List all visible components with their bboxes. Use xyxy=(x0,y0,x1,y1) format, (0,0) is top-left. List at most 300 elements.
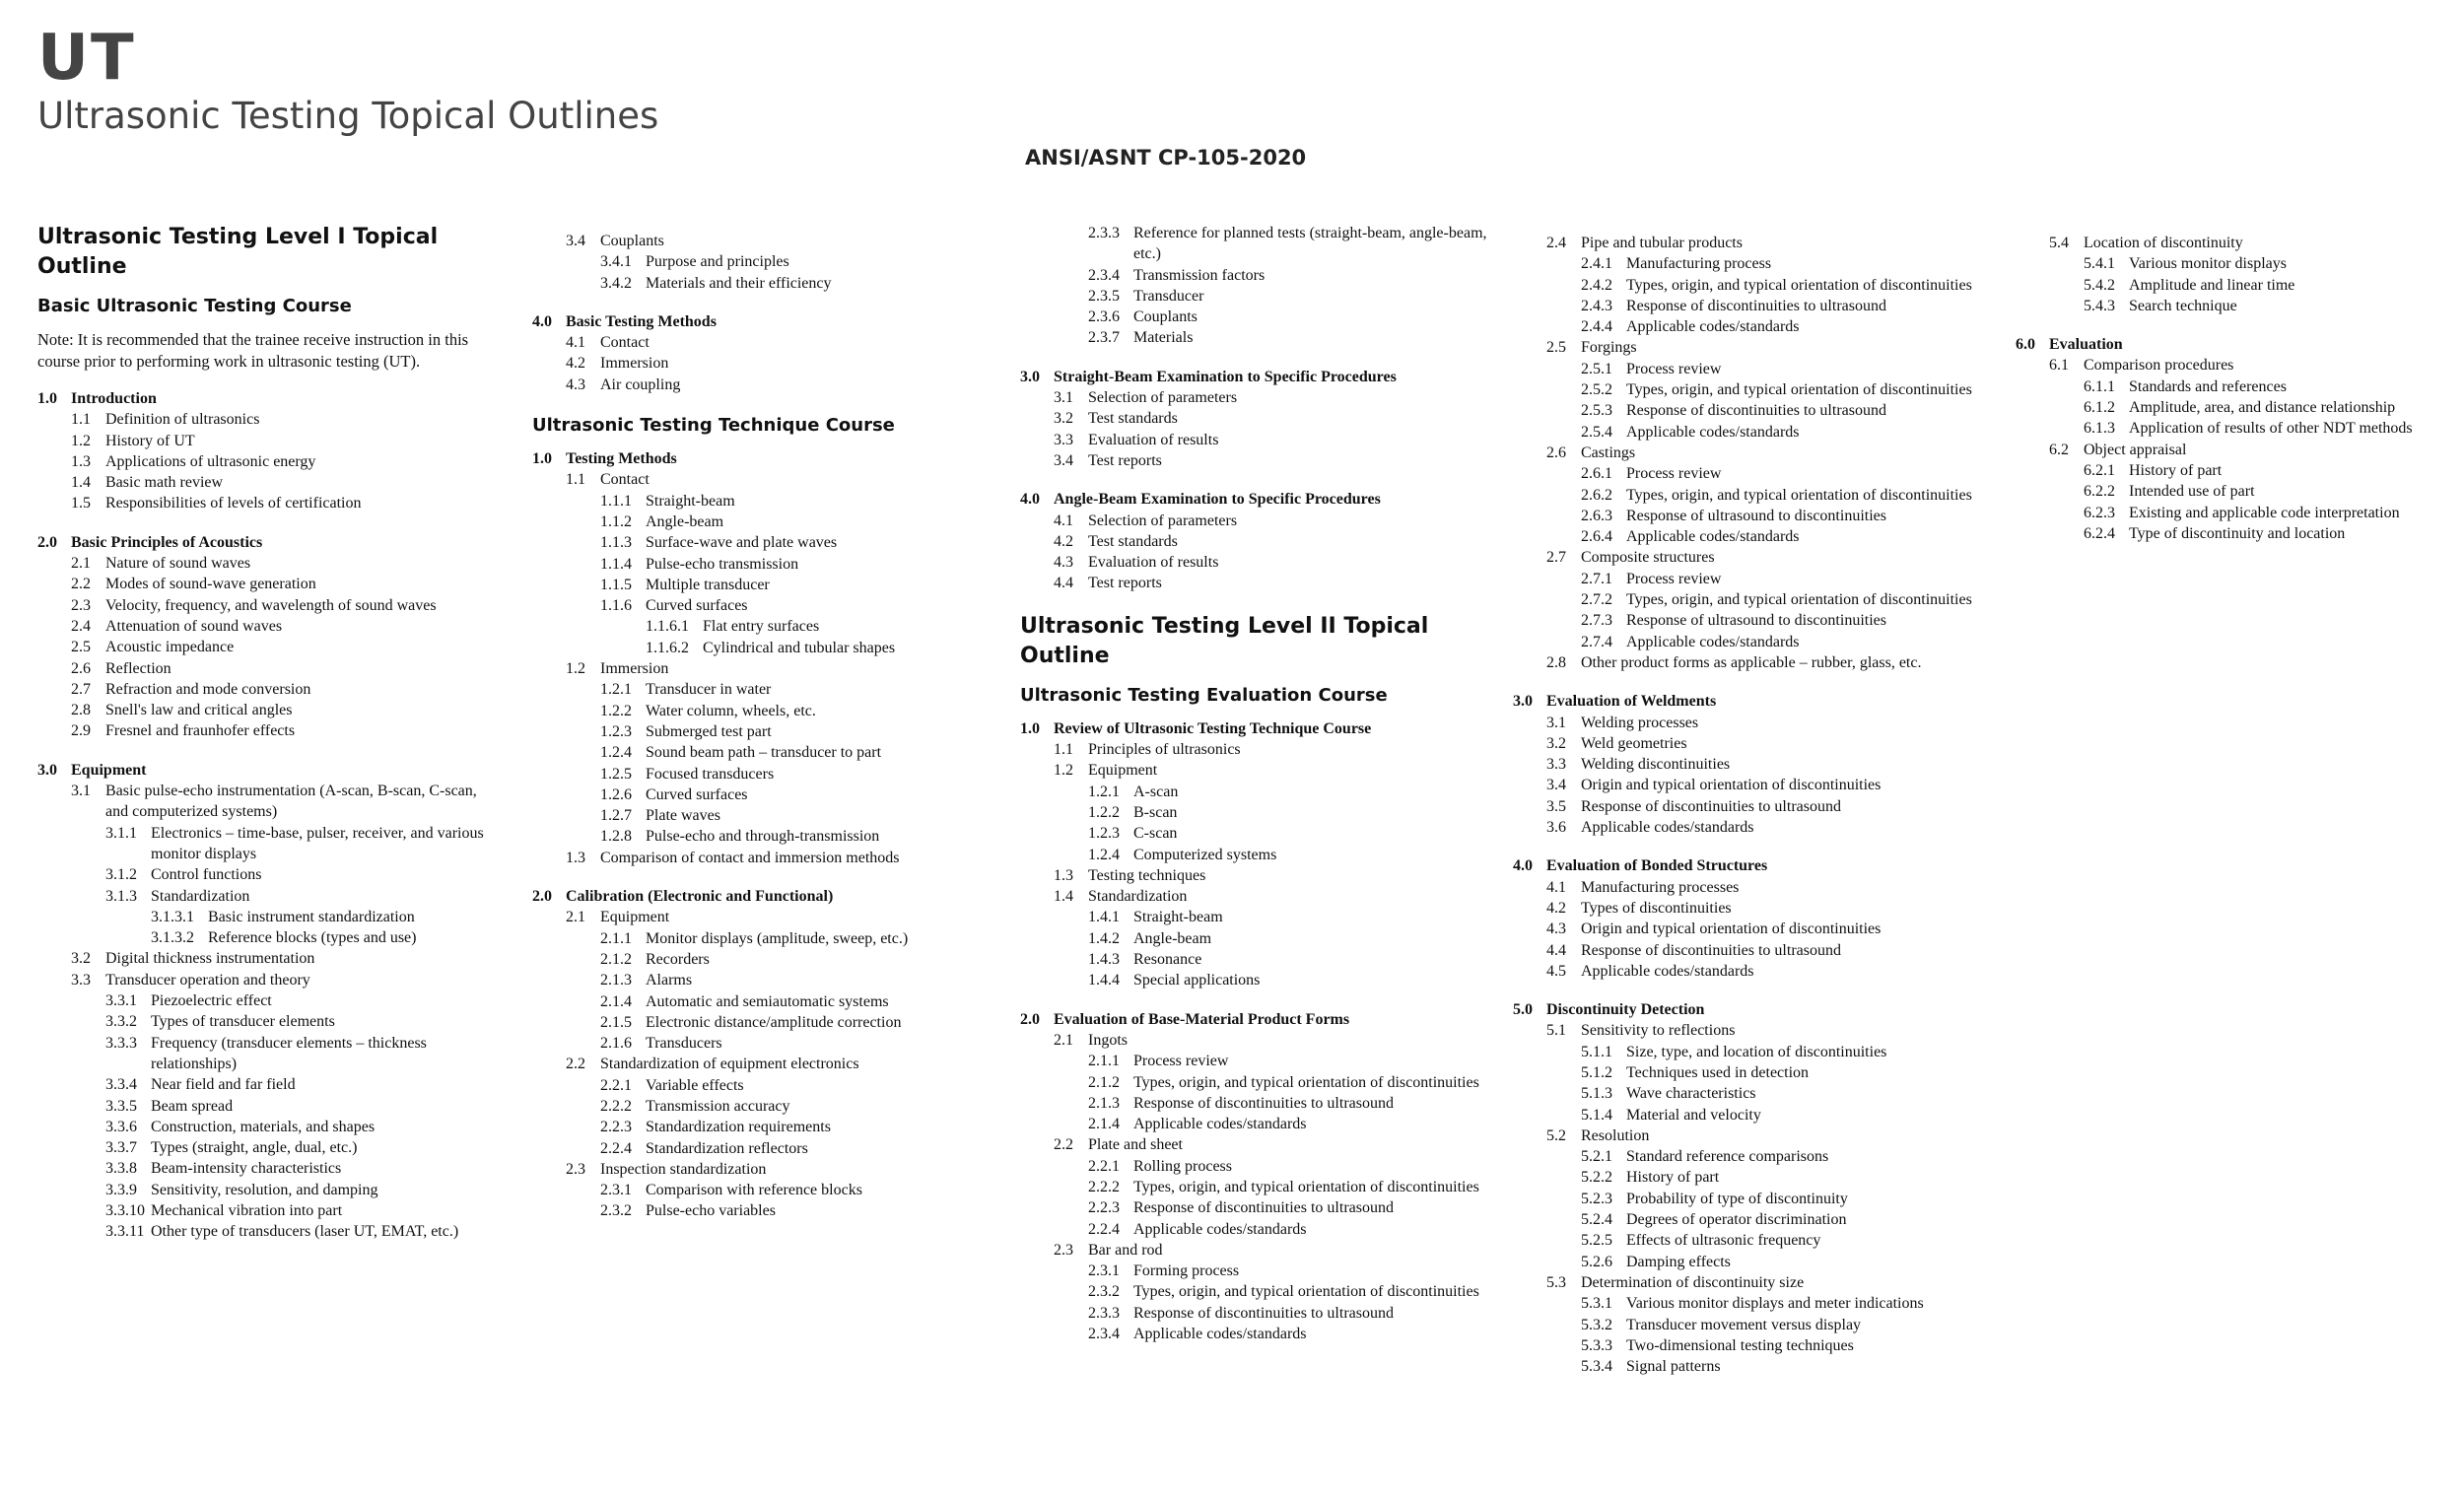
item-text: Basic instrument standardization xyxy=(208,908,415,925)
outline-section xyxy=(2016,334,2454,544)
item-text: Standard reference comparisons xyxy=(1626,1148,1829,1166)
item-number: 6.2.3 xyxy=(2084,504,2115,521)
item-text: Curved surfaces xyxy=(646,785,748,803)
item-number: 4.2 xyxy=(1054,532,1073,550)
outline-section xyxy=(1020,367,1503,471)
item-number: 3.3 xyxy=(1546,756,1566,774)
outline-item xyxy=(532,273,995,294)
outline-item xyxy=(1020,511,1503,531)
outline-item xyxy=(1020,845,1503,865)
outline-item xyxy=(1513,775,2006,795)
outline-item xyxy=(1513,1125,2006,1146)
item-text: Applicable codes/standards xyxy=(1626,633,1800,650)
outline-item xyxy=(1513,547,2006,568)
item-number: 5.4 xyxy=(2049,235,2069,251)
item-text: Types (straight, angle, dual, etc.) xyxy=(151,1139,358,1157)
item-text: Selection of parameters xyxy=(1088,511,1238,529)
item-text: Ingots xyxy=(1088,1031,1128,1049)
item-number: 1.1.4 xyxy=(600,555,632,573)
item-text: Pulse-echo and through-transmission xyxy=(646,828,880,846)
column-5 xyxy=(2016,233,2454,562)
outline-item xyxy=(1020,718,1503,739)
item-number: 2.2.4 xyxy=(600,1139,632,1157)
item-text: Immersion xyxy=(600,660,669,678)
item-number: 5.1.1 xyxy=(1581,1043,1612,1060)
item-text: Selection of parameters xyxy=(1088,389,1238,407)
item-number: 2.0 xyxy=(37,533,57,551)
item-number: 2.3.2 xyxy=(600,1202,632,1220)
item-number: 2.1.4 xyxy=(1088,1116,1120,1133)
item-number: 1.1.5 xyxy=(600,576,632,593)
item-text: Process review xyxy=(1626,465,1722,483)
item-text: Inspection standardization xyxy=(600,1160,767,1178)
item-text: Attenuation of sound waves xyxy=(105,617,283,635)
outline-item xyxy=(1020,327,1503,348)
item-text: Process review xyxy=(1133,1053,1229,1070)
outline xyxy=(1020,223,1503,594)
outline-item xyxy=(532,679,995,700)
item-number: 2.1.3 xyxy=(1088,1094,1120,1112)
item-number: 5.4.1 xyxy=(2084,255,2115,273)
item-text: Existing and applicable code interpretation xyxy=(2129,504,2400,521)
outline-item xyxy=(532,1096,995,1117)
outline-item xyxy=(1020,886,1503,907)
item-text: Straight-beam xyxy=(1133,909,1223,926)
outline-item xyxy=(532,928,995,949)
item-text: Standardization of equipment electronics xyxy=(600,1056,859,1073)
item-number: 2.2.2 xyxy=(1088,1178,1120,1195)
outline-item xyxy=(1513,569,2006,589)
item-text: History of part xyxy=(2129,461,2223,479)
outline-item xyxy=(532,1117,995,1137)
outline-item xyxy=(1513,1356,2006,1377)
item-number: 1.2.2 xyxy=(600,702,632,719)
item-text: Discontinuity Detection xyxy=(1546,1001,1705,1019)
item-number: 3.1.3 xyxy=(105,887,137,905)
item-number: 2.6.2 xyxy=(1581,486,1612,504)
item-text: Applicable codes/standards xyxy=(1626,318,1800,336)
item-number: 1.2.6 xyxy=(600,785,632,803)
outline-item xyxy=(37,907,501,927)
item-number: 3.2 xyxy=(1054,410,1073,428)
item-number: 2.1.4 xyxy=(600,992,632,1010)
outline-item xyxy=(1513,379,2006,400)
item-number: 1.2.4 xyxy=(1088,846,1120,863)
outline-item xyxy=(532,616,995,637)
item-text: Techniques used in detection xyxy=(1626,1063,1810,1081)
item-text: Plate and sheet xyxy=(1088,1136,1183,1154)
item-text: Pulse-echo transmission xyxy=(646,555,799,573)
item-text: Pipe and tubular products xyxy=(1581,235,1743,251)
item-number: 5.3.2 xyxy=(1581,1316,1612,1333)
item-number: 2.1.3 xyxy=(600,972,632,989)
item-text: Digital thickness instrumentation xyxy=(105,950,315,968)
item-text: Applicable codes/standards xyxy=(1581,962,1754,980)
item-text: Equipment xyxy=(600,909,670,926)
outline-section xyxy=(1513,691,2006,838)
item-text: Electronics – time-base, pulser, receiver, and various monitor displays xyxy=(151,824,484,862)
item-text: Transducer movement versus display xyxy=(1626,1316,1862,1333)
outline-item xyxy=(1020,802,1503,823)
outline-item xyxy=(1020,489,1503,510)
item-text: Standardization reflectors xyxy=(646,1139,808,1157)
outline-item xyxy=(1513,1209,2006,1230)
outline-item xyxy=(1020,1197,1503,1218)
item-text: Sensitivity to reflections xyxy=(1581,1022,1736,1040)
item-text: Computerized systems xyxy=(1133,846,1277,863)
item-number: 5.1.4 xyxy=(1581,1106,1612,1124)
item-number: 5.2.6 xyxy=(1581,1253,1612,1270)
item-text: Beam spread xyxy=(151,1097,234,1115)
item-number: 6.1.3 xyxy=(2084,420,2115,438)
outline-item xyxy=(2016,253,2454,274)
item-text: Castings xyxy=(1581,443,1636,461)
item-number: 1.2.2 xyxy=(1088,803,1120,821)
item-text: Origin and typical orientation of discontinuities xyxy=(1581,920,1882,938)
item-number: 3.2 xyxy=(1546,734,1566,752)
outline-item xyxy=(1513,296,2006,316)
item-number: 5.0 xyxy=(1513,1001,1533,1019)
item-number: 5.3.1 xyxy=(1581,1295,1612,1313)
item-number: 4.5 xyxy=(1546,962,1566,980)
item-number: 2.5.4 xyxy=(1581,423,1612,441)
item-text: Acoustic impedance xyxy=(105,639,235,656)
item-text: Forming process xyxy=(1133,1262,1240,1280)
outline-item xyxy=(1513,526,2006,547)
item-text: Sensitivity, resolution, and damping xyxy=(151,1181,378,1198)
outline-item xyxy=(1513,400,2006,421)
item-number: 1.2.5 xyxy=(600,765,632,783)
outline-item xyxy=(532,311,995,332)
item-text: Various monitor displays and meter indications xyxy=(1626,1295,1924,1313)
item-number: 1.0 xyxy=(532,450,552,468)
item-number: 3.0 xyxy=(37,761,57,779)
item-text: Welding processes xyxy=(1581,714,1699,731)
item-text: Transmission factors xyxy=(1133,266,1266,284)
item-text: C-scan xyxy=(1133,825,1178,843)
outline-item xyxy=(1513,961,2006,982)
outline-item xyxy=(532,886,995,907)
item-number: 1.4 xyxy=(1054,888,1073,906)
outline-section xyxy=(1513,233,2006,673)
outline-item xyxy=(1513,632,2006,652)
item-number: 4.3 xyxy=(1054,554,1073,572)
item-number: 5.4.2 xyxy=(2084,276,2115,294)
item-number: 2.2.3 xyxy=(1088,1199,1120,1217)
outline-item xyxy=(532,491,995,511)
outline-item xyxy=(37,388,501,409)
item-number: 4.1 xyxy=(566,334,585,352)
item-text: Definition of ultrasonics xyxy=(105,411,260,429)
outline-item xyxy=(2016,334,2454,355)
outline-item xyxy=(1513,337,2006,358)
item-number: 2.1.5 xyxy=(600,1013,632,1031)
item-text: Other product forms as applicable – rubber, glass, etc. xyxy=(1581,653,1922,671)
outline-item xyxy=(1020,1072,1503,1093)
outline-item xyxy=(1513,1062,2006,1083)
item-text: Resonance xyxy=(1133,951,1202,969)
item-number: 2.1.1 xyxy=(1088,1053,1120,1070)
item-text: Pulse-echo variables xyxy=(646,1202,776,1220)
item-text: Evaluation xyxy=(2049,336,2123,354)
outline-item xyxy=(1020,1009,1503,1030)
outline-item xyxy=(1020,782,1503,802)
outline-section xyxy=(37,532,501,742)
item-number: 1.2.4 xyxy=(600,744,632,762)
outline-item xyxy=(532,469,995,490)
outline-item xyxy=(1513,940,2006,961)
item-number: 2.5 xyxy=(71,639,91,656)
item-number: 2.1.2 xyxy=(600,950,632,968)
item-text: Couplants xyxy=(1133,308,1198,326)
outline-item xyxy=(37,595,501,616)
item-number: 5.1.2 xyxy=(1581,1063,1612,1081)
item-text: Rolling process xyxy=(1133,1157,1232,1175)
item-text: Evaluation of results xyxy=(1088,431,1219,448)
item-number: 3.3.5 xyxy=(105,1097,137,1115)
item-number: 3.0 xyxy=(1020,368,1040,385)
item-text: B-scan xyxy=(1133,803,1178,821)
item-number: 2.1 xyxy=(71,555,91,573)
outline-item xyxy=(2016,481,2454,502)
outline-item xyxy=(532,721,995,742)
item-text: Type of discontinuity and location xyxy=(2129,524,2346,542)
item-number: 5.2.4 xyxy=(1581,1211,1612,1229)
item-text: Contact xyxy=(600,471,650,489)
item-text: Responsibilities of levels of certification xyxy=(105,495,362,512)
item-number: 5.1.3 xyxy=(1581,1085,1612,1103)
item-text: Transmission accuracy xyxy=(646,1097,790,1115)
item-text: Air coupling xyxy=(600,375,681,393)
outline-item xyxy=(37,700,501,720)
item-text: Comparison procedures xyxy=(2084,357,2234,375)
item-text: Reference blocks (types and use) xyxy=(208,929,417,947)
item-text: Construction, materials, and shapes xyxy=(151,1118,376,1135)
item-number: 5.3.4 xyxy=(1581,1358,1612,1376)
outline-section xyxy=(532,886,995,1222)
item-number: 1.1.6.1 xyxy=(646,618,689,636)
outline-item xyxy=(1020,1324,1503,1344)
outline-item xyxy=(532,826,995,847)
item-number: 2.6.4 xyxy=(1581,528,1612,546)
item-number: 2.4 xyxy=(1546,235,1566,251)
item-text: Immersion xyxy=(600,355,669,373)
outline-item xyxy=(1513,422,2006,443)
item-number: 3.5 xyxy=(1546,797,1566,815)
item-number: 2.3.3 xyxy=(1088,1304,1120,1322)
item-number: 3.3.11 xyxy=(105,1223,145,1241)
outline-item xyxy=(532,784,995,805)
outline-item xyxy=(532,805,995,826)
outline-item xyxy=(37,616,501,637)
item-number: 3.3.1 xyxy=(105,992,137,1010)
item-text: Standardization requirements xyxy=(646,1119,831,1136)
item-text: Mechanical vibration into part xyxy=(151,1201,343,1219)
item-number: 3.4 xyxy=(1546,777,1566,794)
document-code: UT xyxy=(37,22,136,95)
item-number: 2.2 xyxy=(566,1056,585,1073)
item-number: 2.3 xyxy=(71,596,91,614)
outline-item xyxy=(37,1180,501,1200)
item-number: 2.7.2 xyxy=(1581,591,1612,609)
outline-item xyxy=(532,375,995,395)
item-text: Transducer in water xyxy=(646,681,772,699)
outline-item xyxy=(37,637,501,657)
item-number: 2.7 xyxy=(1546,549,1566,567)
item-number: 5.2.1 xyxy=(1581,1148,1612,1166)
outline-item xyxy=(1020,1303,1503,1324)
item-text: Response of discontinuities to ultrasound xyxy=(1133,1094,1394,1112)
item-number: 6.2.4 xyxy=(2084,524,2115,542)
outline-item xyxy=(37,886,501,907)
outline xyxy=(37,388,501,1243)
item-text: Types of transducer elements xyxy=(151,1013,335,1031)
item-text: Types, origin, and typical orientation of discontinuities xyxy=(1626,276,1972,294)
item-number: 6.0 xyxy=(2016,336,2035,354)
item-number: 3.4 xyxy=(566,233,585,249)
item-text: Applicable codes/standards xyxy=(1133,1220,1307,1238)
item-number: 3.1 xyxy=(71,783,91,800)
item-number: 6.2.1 xyxy=(2084,461,2115,479)
item-text: Evaluation of results xyxy=(1088,554,1219,572)
outline-section xyxy=(2016,233,2454,316)
outline-item xyxy=(37,1074,501,1095)
outline-item xyxy=(1020,928,1503,949)
item-text: Location of discontinuity xyxy=(2084,235,2243,251)
outline-item xyxy=(2016,275,2454,296)
item-number: 2.6.3 xyxy=(1581,507,1612,524)
item-number: 4.1 xyxy=(1054,511,1073,529)
item-text: Cylindrical and tubular shapes xyxy=(703,639,896,656)
item-number: 2.7.1 xyxy=(1581,570,1612,587)
item-number: 2.3.4 xyxy=(1088,266,1120,284)
item-text: Piezoelectric effect xyxy=(151,992,272,1010)
outline-item xyxy=(37,760,501,781)
item-text: Amplitude and linear time xyxy=(2129,276,2295,294)
item-text: Manufacturing process xyxy=(1626,255,1772,273)
item-text: Bar and rod xyxy=(1088,1241,1163,1259)
item-text: Types, origin, and typical orientation of discontinuities xyxy=(1626,591,1972,609)
outline-item xyxy=(2016,355,2454,375)
outline-item xyxy=(1513,1315,2006,1335)
item-text: Welding discontinuities xyxy=(1581,756,1731,774)
outline-item xyxy=(1020,1134,1503,1155)
item-text: Focused transducers xyxy=(646,765,775,783)
outline-item xyxy=(37,1200,501,1221)
item-number: 1.2.1 xyxy=(600,681,632,699)
item-text: Water column, wheels, etc. xyxy=(646,702,816,719)
item-number: 1.2 xyxy=(1054,762,1073,780)
item-text: Equipment xyxy=(71,761,147,779)
item-text: Applicable codes/standards xyxy=(1133,1116,1307,1133)
item-number: 3.1 xyxy=(1054,389,1073,407)
item-number: 2.7.4 xyxy=(1581,633,1612,650)
item-number: 2.4.4 xyxy=(1581,318,1612,336)
item-text: Response of ultrasound to discontinuities xyxy=(1626,507,1886,524)
item-number: 2.2.1 xyxy=(600,1076,632,1094)
item-text: Multiple transducer xyxy=(646,576,770,593)
item-number: 2.3.1 xyxy=(600,1182,632,1199)
item-number: 3.3.2 xyxy=(105,1013,137,1031)
item-text: Material and velocity xyxy=(1626,1106,1761,1124)
outline-item xyxy=(532,1200,995,1221)
item-text: Response of discontinuities to ultrasound xyxy=(1133,1304,1394,1322)
item-text: Applicable codes/standards xyxy=(1581,819,1754,837)
outline-item xyxy=(37,720,501,741)
item-text: Reference for planned tests (straight-beam, angle-beam, etc.) xyxy=(1133,225,1487,263)
outline-item xyxy=(37,532,501,553)
outline-item xyxy=(1020,1030,1503,1051)
outline-item xyxy=(1513,1293,2006,1314)
item-text: Weld geometries xyxy=(1581,734,1687,752)
outline-item xyxy=(37,1033,501,1075)
item-number: 2.2.4 xyxy=(1088,1220,1120,1238)
item-text: Modes of sound-wave generation xyxy=(105,576,316,593)
item-number: 5.1 xyxy=(1546,1022,1566,1040)
outline-item xyxy=(2016,296,2454,316)
item-text: Response of discontinuities to ultrasound xyxy=(1626,402,1886,420)
item-text: Basic math review xyxy=(105,474,224,492)
item-number: 1.4.4 xyxy=(1088,972,1120,989)
item-text: A-scan xyxy=(1133,783,1179,800)
item-text: Monitor displays (amplitude, sweep, etc.) xyxy=(646,929,909,947)
item-text: Types, origin, and typical orientation of discontinuities xyxy=(1133,1283,1479,1301)
item-number: 1.3 xyxy=(71,452,91,470)
item-number: 2.9 xyxy=(71,722,91,740)
outline-item xyxy=(1020,1177,1503,1197)
item-text: Types, origin, and typical orientation of discontinuities xyxy=(1626,486,1972,504)
outline-item xyxy=(1020,367,1503,387)
outline-item xyxy=(1513,359,2006,379)
item-number: 1.1 xyxy=(1054,741,1073,759)
item-number: 2.3 xyxy=(1054,1241,1073,1259)
item-text: Test reports xyxy=(1088,575,1162,592)
outline-item xyxy=(1513,652,2006,673)
item-text: Testing techniques xyxy=(1088,866,1206,884)
item-text: Standards and references xyxy=(2129,377,2287,395)
outline-section xyxy=(37,388,501,514)
item-number: 2.1.2 xyxy=(1088,1073,1120,1091)
item-number: 2.3.6 xyxy=(1088,308,1120,326)
item-number: 6.2.2 xyxy=(2084,483,2115,501)
item-number: 6.2 xyxy=(2049,441,2069,458)
outline-item xyxy=(37,781,501,823)
item-number: 2.7.3 xyxy=(1581,612,1612,630)
item-text: Nature of sound waves xyxy=(105,555,251,573)
outline-item xyxy=(532,1012,995,1033)
outline-item xyxy=(1020,265,1503,286)
item-number: 5.4.3 xyxy=(2084,297,2115,314)
outline-item xyxy=(1513,733,2006,754)
outline-item xyxy=(1020,1281,1503,1302)
outline-section xyxy=(532,311,995,395)
item-text: Couplants xyxy=(600,233,664,249)
item-number: 3.3.7 xyxy=(105,1139,137,1157)
outline-item xyxy=(532,1138,995,1159)
outline-item xyxy=(1513,1146,2006,1167)
item-text: Curved surfaces xyxy=(646,597,748,615)
outline-item xyxy=(1513,1042,2006,1062)
item-number: 1.4.1 xyxy=(1088,909,1120,926)
item-text: Snell's law and critical angles xyxy=(105,702,293,719)
item-text: Refraction and mode conversion xyxy=(105,680,311,698)
item-text: Contact xyxy=(600,334,650,352)
outline-item xyxy=(1513,898,2006,919)
outline-item xyxy=(37,1011,501,1032)
outline-section xyxy=(1020,1009,1503,1345)
item-number: 1.1.2 xyxy=(600,512,632,530)
outline-item xyxy=(1020,1219,1503,1240)
